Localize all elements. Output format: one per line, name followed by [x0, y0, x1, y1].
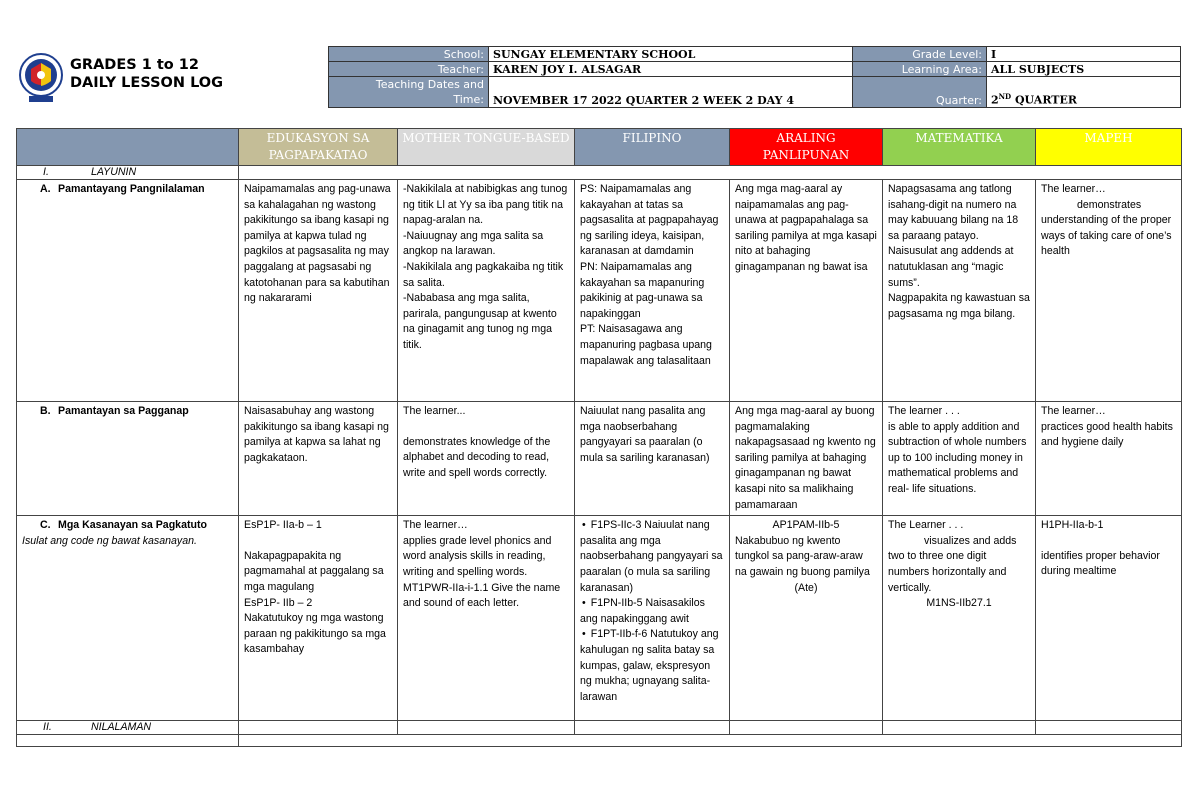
subject-header-blank — [17, 129, 239, 166]
learning-area-value: ALL SUBJECTS — [987, 62, 1181, 77]
subject-matematika: MATEMATIKA — [883, 129, 1036, 166]
dates-label: Teaching Dates and Time: — [329, 77, 489, 108]
nilalaman-ap — [730, 721, 883, 735]
row-label-b: B. Pamantayan sa Pagganap — [17, 402, 239, 516]
school-label: School: — [329, 47, 489, 62]
subject-mapeh: MAPEH — [1036, 129, 1182, 166]
cell-c-mapeh: H1PH-IIa-b-1 identifies proper behavior during mealtime — [1036, 516, 1182, 721]
cell-b-mapeh: The learner… practices good health habits and hygiene daily — [1036, 402, 1182, 516]
cell-c-matematika: The Learner . . . visualizes and adds two to three one digit numbers horizontally and vertically. M1NS-IIb27.1 — [883, 516, 1036, 721]
cell-c-ap: AP1PAM-IIb-5 Nakabubuo ng kwento tungkol sa pang-araw-araw na gawain ng buong pamilya (Ate) — [730, 516, 883, 721]
dates-value: NOVEMBER 17 2022 QUARTER 2 WEEK 2 DAY 4 — [489, 77, 853, 108]
learning-area-label: Learning Area: — [853, 62, 987, 77]
cell-a-filipino: PS: Naipamamalas ang kakayahan at tatas sa pagsasalita at pagpapahayag ng sariling ideya, kaisipan, karanasan at damdamin PN: Naipamamalas ang kakayahan sa mapanuring pakikinig at pag-unawa sa napakinggan PT: Naisasagawa ang mapanuring pagbasa upang mapalawak ang talasalitaan — [575, 180, 730, 402]
subject-ap: ARALING PANLIPUNAN — [730, 129, 883, 166]
grade-level-value: I — [987, 47, 1181, 62]
nilalaman-mapeh — [1036, 721, 1182, 735]
info-table — [328, 46, 1181, 108]
cell-b-ap: Ang mga mag-aaral ay buong pagmamalaking nakapagsasaad ng kwento ng sariling pamilya at bahaging ginagampanan ng bawat kasapi nito sa malikhaing pamamaraan — [730, 402, 883, 516]
nilalaman-bottom-label — [17, 735, 239, 747]
cell-a-ap: Ang mga mag-aaral ay naipamamalas ang pag-unawa at pagpapahalaga sa sariling pamilya at mga kasapi nito at bahaging ginagampanan ng bawat isa — [730, 180, 883, 402]
section-layunin: I. LAYUNIN — [17, 166, 239, 180]
cell-b-mtb: The learner... demonstrates knowledge of the alphabet and decoding to read, write and spell words correctly. — [398, 402, 575, 516]
cell-b-filipino: Naiuulat nang pasalita ang mga naobserbahang pangyayari sa paaralan (o mula sa sariling karanasan) — [575, 402, 730, 516]
subject-mtb: MOTHER TONGUE-BASED — [398, 129, 575, 166]
lesson-grid — [16, 128, 1182, 747]
subject-esp: EDUKASYON SA PAGPAPAKATAO — [239, 129, 398, 166]
subject-filipino: FILIPINO — [575, 129, 730, 166]
quarter-label: Quarter: — [853, 77, 987, 108]
cell-b-esp: Naisasabuhay ang wastong pakikitungo sa ibang kasapi ng pamilya at kapwa sa lahat ng pagkakataon. — [239, 402, 398, 516]
cell-a-mtb: -Nakikilala at nabibigkas ang tunog ng titik Ll at Yy sa iba pang titik na napag-aralan na. -Naiuugnay ang mga salita sa angkop na larawan. -Nakikilala ang pagkakaiba ng titik sa salita. -Nababasa ang mga salita, parirala, pangungusap at kwento na ginagamit ang tunog ng mga titik. — [398, 180, 575, 402]
cell-c-mtb: The learner… applies grade level phonics and word analysis skills in reading, writing and spelling words. MT1PWR-IIa-i-1.1 Give the name and sound of each letter. — [398, 516, 575, 721]
cell-a-matematika: Napagsasama ang tatlong isahang-digit na numero na may kabuuang bilang na 18 sa paraang patayo. Naisusulat ang addends at natutuklasan ang “magic sums”. Nagpapakita ng kawastuan sa pagsasama ng mga bilang. — [883, 180, 1036, 402]
school-value: SUNGAY ELEMENTARY SCHOOL — [489, 47, 853, 62]
deped-seal-icon — [19, 49, 63, 105]
section-layunin-empty — [239, 166, 1182, 180]
grade-level-label: Grade Level: — [853, 47, 987, 62]
row-label-c: C. Mga Kasanayan sa Pagkatuto Isulat ang code ng bawat kasanayan. — [17, 516, 239, 721]
document-title: GRADES 1 to 12 DAILY LESSON LOG — [70, 57, 224, 91]
quarter-value: 2ND QUARTER — [987, 77, 1181, 108]
nilalaman-esp — [239, 721, 398, 735]
row-label-a: A. Pamantayang Pangnilalaman — [17, 180, 239, 402]
cell-c-filipino: • F1PS-IIc-3 Naiuulat nang pasalita ang mga naobserbahang pangyayari sa paaralan (o mula sa sariling karanasan) • F1PN-IIb-5 Naisasakilos ang napakinggang awit • F1PT-IIb-f-6 Natutukoy ang kahulugan ng salita batay sa kumpas, galaw, ekspresyon ng mukha; ugnayang salita-larawan — [575, 516, 730, 721]
cell-a-esp: Naipamamalas ang pag-unawa sa kahalagahan ng wastong pakikitungo sa ibang kasapi ng pamilya at kapwa tulad ng pagkilos at pagsasalita ng may paggalang at pagsasabi ng katotohanan para sa kabutihan ng nakararami — [239, 180, 398, 402]
cell-c-esp: EsP1P- IIa-b – 1 Nakapagpapakita ng pagmamahal at paggalang sa mga magulang EsP1P- IIb – 2 Nakatutukoy ng mga wastong paraan ng pakikitungo sa mga kasambahay — [239, 516, 398, 721]
cell-b-matematika: The learner . . . is able to apply addition and subtraction of whole numbers up to 100 including money in mathematical problems and real- life situations. — [883, 402, 1036, 516]
nilalaman-matematika — [883, 721, 1036, 735]
teacher-value: KAREN JOY I. ALSAGAR — [489, 62, 853, 77]
nilalaman-filipino — [575, 721, 730, 735]
cell-a-mapeh: The learner… demonstrates understanding of the proper ways of taking care of one’s health — [1036, 180, 1182, 402]
section-nilalaman: II. NILALAMAN — [17, 721, 239, 735]
nilalaman-bottom-empty — [239, 735, 1182, 747]
nilalaman-mtb — [398, 721, 575, 735]
teacher-label: Teacher: — [329, 62, 489, 77]
